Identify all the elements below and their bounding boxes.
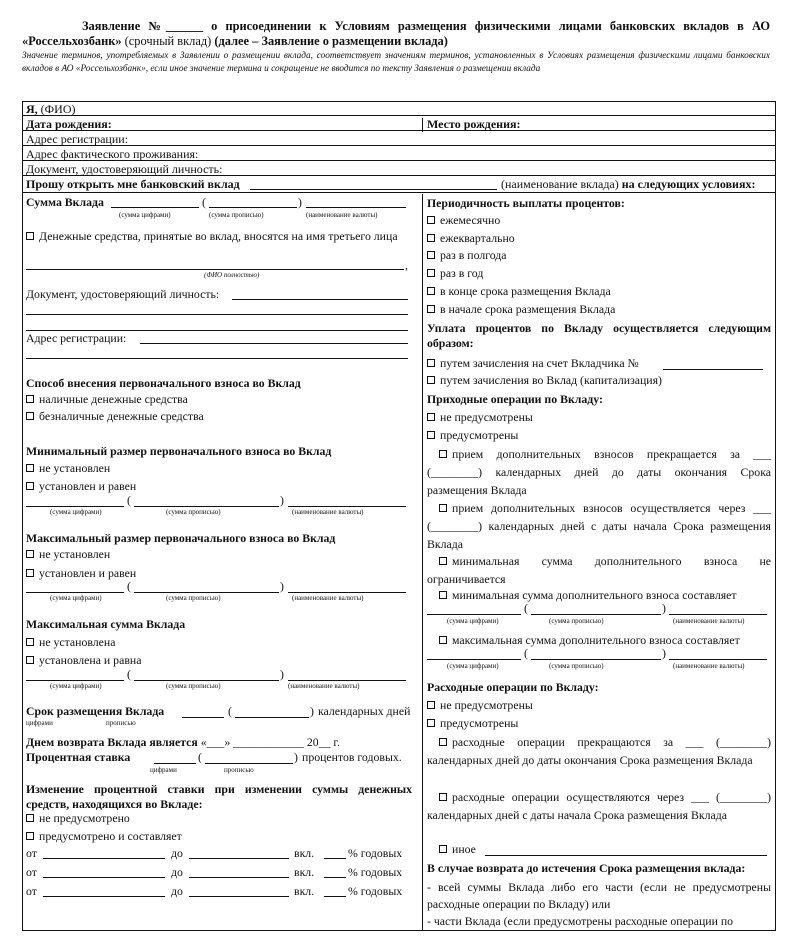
incoming-yes-checkbox[interactable]: предусмотрены (427, 428, 518, 443)
checkbox-icon (427, 305, 435, 313)
checkbox-icon (26, 412, 34, 420)
out-stop-checkbox[interactable]: расходные операции прекращаются за ___ (________) календарных дней до даты окончания Срока размещения Вклада (427, 735, 771, 767)
noncash-checkbox[interactable]: безналичные денежные средства (26, 409, 204, 424)
document-title: Заявление №______ о присоединении к Условиям размещения физическими лицами банковских вкладов в АО «Россельхозбанк» (срочный вклад) (далее – Заявление о размещении вклада) (22, 19, 770, 48)
end-term-checkbox[interactable]: в конце срока размещения Вклада (427, 284, 611, 299)
sum-digits-field[interactable] (111, 196, 199, 208)
range2-from-field[interactable] (43, 866, 165, 878)
half-year-checkbox[interactable]: раз в полгода (427, 248, 507, 263)
min-add-unlimited-checkbox[interactable]: минимальная сумма дополнительного взноса не ограничивается (427, 554, 771, 586)
begin-term-checkbox[interactable]: в начале срока размещения Вклада (427, 302, 615, 317)
range3-rate-field[interactable] (324, 885, 346, 897)
sum-words-field[interactable] (209, 196, 297, 208)
third-party-id-field[interactable] (232, 288, 408, 300)
third-party-checkbox[interactable]: Денежные средства, принятые во вклад, вносятся на имя третьего лица (26, 229, 412, 244)
cash-checkbox[interactable]: наличные денежные средства (26, 392, 188, 407)
checkbox-icon (427, 431, 435, 439)
min-set-checkbox[interactable]: установлен и равен (26, 479, 136, 494)
range2-rate-field[interactable] (324, 866, 346, 878)
checkbox-icon (427, 701, 435, 709)
range1-rate-field[interactable] (324, 847, 346, 859)
checkbox-icon (26, 832, 34, 840)
out-after-checkbox[interactable]: расходные операции осуществляются через ___ (________) календарных дней с даты начала Срока размещения Вклада (427, 790, 771, 822)
checkbox-icon (427, 251, 435, 259)
checkbox-icon (26, 464, 34, 472)
max-not-set-checkbox[interactable]: не установлен (26, 547, 110, 562)
deposit-name-field[interactable] (250, 178, 497, 190)
checkbox-icon (26, 232, 34, 240)
checkbox-icon (439, 793, 447, 801)
account-number-field[interactable] (663, 358, 763, 370)
other-checkbox[interactable]: иное (439, 842, 476, 857)
monthly-checkbox[interactable]: ежемесячно (427, 213, 500, 228)
checkbox-icon (26, 638, 34, 646)
checkbox-icon (439, 450, 447, 458)
left-column: Сумма Вклада ( ) (сумма цифрами) (сумма прописью) (наименование валюты) Денежные средства, принятые во вклад, вносятся на имя третьего лица , (ФИО полностью) Документ, удостоверяющий личность: Адрес регистрации: Способ внесения первоначального взноса во Вклад наличные денежные средства безналичные денежные средства Минимальный размер первоначального взноса во Вклад не установлен установлен и равен ( ) (сумма цифрами) (сумма прописью) (наименование валюты) Максимальный размер первоначального взноса во Вклад не установлен установлен и равен ( ) (сумма цифрами) (сумма прописью) (наименование валюты) Максимальная сумма Вклада не установлена установлена и равна ( ) (сумма цифрами) (сумма прописью) (наименование валюты) Срок размещения Вклада ( ) календарных дней цифрами прописью Днем возврата Вклада является «___» ____________ 20__ г. Процентная ставка ( ) процентов годовых. цифрами прописью Изменение процентной ставки при изменении суммы денежных средств, находящихся во Вкладе: не предусмотрено предусмотрено и составляет от до вкл. % годовых от до вкл. % годовых от до вкл. % годовых (26, 195, 412, 898)
right-column: Периодичность выплаты процентов: ежемесячно ежеквартально раз в полгода раз в год в конце срока размещения Вклада в начале срока размещения Вклада Уплата процентов по Вкладу осуществляется следующим образом: путем зачисления на счет Вкладчика № путем зачисления во Вклад (капитализация) Приходные операции по Вкладу: не предусмотрены предусмотрены прием дополнительных взносов прекращается за ___ (________) календарных дней до даты окончания Срока размещения Вклада прием дополнительных взносов осуществляется через ___ (________) календарных дней с даты начала Срока размещения Вклада минимальная сумма дополнительного взноса не ограничивается минимальная сумма дополнительного взноса составляет ( ) (сумма цифрами) (сумма прописью) (наименование валюты) максимальная сумма дополнительного взноса составляет ( ) (сумма цифрами) (сумма прописью) (наименование валюты) Расходные операции по Вкладу: не предусмотрены предусмотрены расходные операции прекращаются за ___ (________) календарных дней до даты окончания Срока размещения Вклада расходные операции осуществляются через ___ (________) календарных дней с даты начала Срока размещения Вклада иное В случае возврата до истечения Срока размещения вклада: - всей суммы Вклада либо его части (если не предусмотрены расходные операции по Вкладу) или - части Вклада (если предусмотрены расходные операции по (427, 196, 771, 928)
checkbox-icon (427, 287, 435, 295)
outgoing-yes-checkbox[interactable]: предусмотрены (427, 716, 518, 731)
checkbox-icon (26, 395, 34, 403)
yearly-checkbox[interactable]: раз в год (427, 266, 483, 281)
range3-to-field[interactable] (189, 885, 289, 897)
checkbox-icon (439, 591, 447, 599)
other-field[interactable] (485, 844, 767, 856)
outgoing-no-checkbox[interactable]: не предусмотрены (427, 698, 533, 713)
add-after-checkbox[interactable]: прием дополнительных взносов осуществляется через ___ (________) календарных дней с даты начала Срока размещения Вклада (427, 501, 771, 551)
reg-address-row[interactable]: Адрес регистрации: (23, 132, 775, 146)
checkbox-icon (427, 719, 435, 727)
quarterly-checkbox[interactable]: ежеквартально (427, 231, 515, 246)
maxsum-set-checkbox[interactable]: установлена и равна (26, 653, 141, 668)
stop-add-checkbox[interactable]: прием дополнительных взносов прекращается за ___ (________) календарных дней до даты окончания Срока размещения Вклада (427, 447, 771, 497)
max-add-checkbox[interactable]: максимальная сумма дополнительного взноса составляет (439, 633, 740, 648)
checkbox-icon (439, 845, 447, 853)
birth-date-label[interactable]: Дата рождения: (26, 117, 112, 131)
range2-to-field[interactable] (189, 866, 289, 878)
rate-words-field[interactable] (205, 752, 293, 764)
term-words-field[interactable] (235, 706, 309, 718)
checkbox-icon (26, 482, 34, 490)
checkbox-icon (439, 738, 447, 746)
incoming-no-checkbox[interactable]: не предусмотрены (427, 410, 533, 425)
capitalization-checkbox[interactable]: путем зачисления во Вклад (капитализация) (427, 373, 662, 388)
checkbox-icon (427, 413, 435, 421)
checkbox-icon (427, 376, 435, 384)
birth-divider (422, 118, 423, 132)
fio-row[interactable]: Я, (ФИО) (23, 102, 775, 116)
return-date-field[interactable]: «___» ____________ 20__ г. (200, 735, 340, 749)
checkbox-icon (26, 569, 34, 577)
checkbox-icon (427, 216, 435, 224)
checkbox-icon (427, 234, 435, 242)
checkbox-icon (427, 359, 435, 367)
checkbox-icon (26, 656, 34, 664)
min-not-set-checkbox[interactable]: не установлен (26, 461, 110, 476)
actual-address-row[interactable]: Адрес фактического проживания: (23, 147, 775, 161)
checkbox-icon (26, 550, 34, 558)
checkbox-icon (439, 504, 447, 512)
term-digits-field[interactable] (182, 706, 224, 718)
column-divider (422, 194, 423, 930)
birth-place-label[interactable]: Место рождения: (427, 117, 521, 131)
range1-from-field[interactable] (43, 847, 165, 859)
rate-digits-field[interactable] (154, 752, 196, 764)
checkbox-icon (26, 814, 34, 822)
range1-to-field[interactable] (189, 847, 289, 859)
maxsum-not-set-checkbox[interactable]: не установлена (26, 635, 115, 650)
application-form (22, 101, 776, 931)
open-request-row: Прошу открыть мне банковский вклад (наименование вклада) на следующих условиях: (23, 177, 775, 193)
third-party-address-field[interactable] (140, 332, 408, 344)
to-account-checkbox[interactable]: путем зачисления на счет Вкладчика № (427, 356, 639, 371)
rate-change-no-checkbox[interactable]: не предусмотрено (26, 811, 130, 826)
checkbox-icon (439, 557, 447, 565)
sum-currency-field[interactable] (306, 196, 406, 208)
range3-from-field[interactable] (43, 885, 165, 897)
checkbox-icon (427, 269, 435, 277)
min-add-checkbox[interactable]: минимальная сумма дополнительного взноса составляет (439, 588, 737, 603)
max-set-checkbox[interactable]: установлен и равен (26, 566, 136, 581)
id-doc-row[interactable]: Документ, удостоверяющий личность: (23, 162, 775, 176)
birth-row (23, 117, 775, 131)
checkbox-icon (439, 636, 447, 644)
terms-note: Значение терминов, употребляемых в Заявлении о размещении вклада, соответствует значениям терминов, установленных в Условиях размещения физическими лицами банковских вкладов в АО «Россельхозбанк», если иное значение термина и сокращение не вводится по тексту Заявления о размещении вклада (22, 51, 770, 74)
rate-change-yes-checkbox[interactable]: предусмотрено и составляет (26, 829, 182, 844)
